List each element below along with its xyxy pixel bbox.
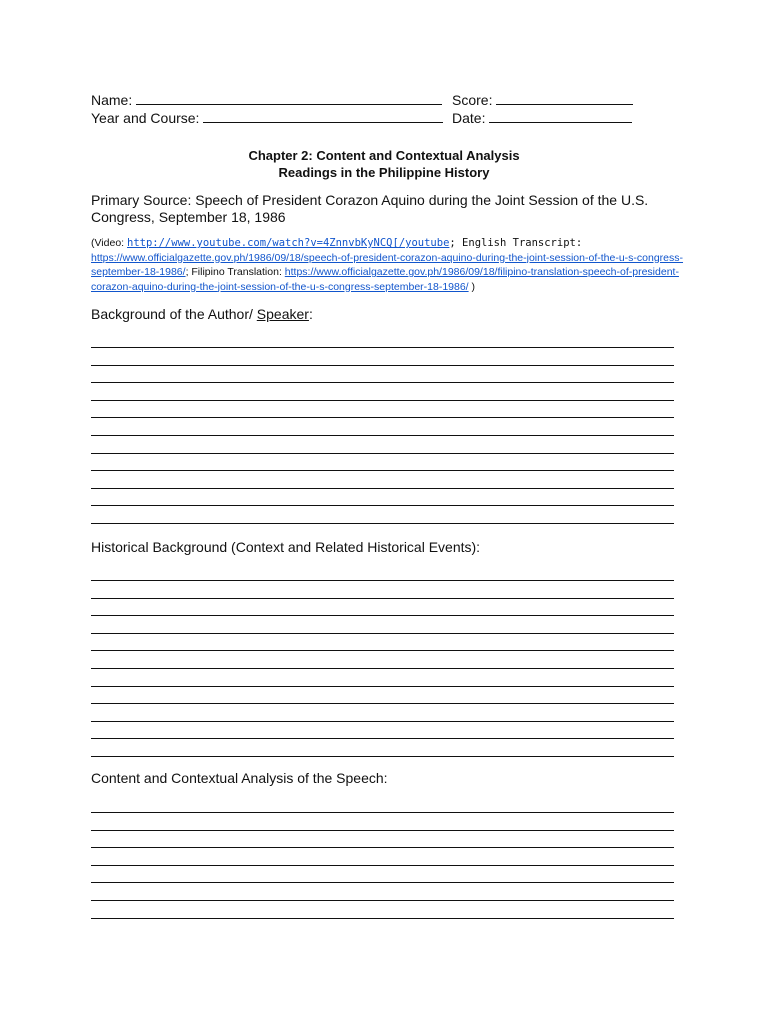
answer-line[interactable] xyxy=(91,435,674,436)
video-link[interactable]: http://www.youtube.com/watch?v=4ZnnvbKyNCQ[/youtube xyxy=(127,237,450,249)
answer-line[interactable] xyxy=(91,400,674,401)
answer-line[interactable] xyxy=(91,686,674,687)
answer-line[interactable] xyxy=(91,488,674,489)
name-field xyxy=(91,92,442,109)
score-label: Score: xyxy=(452,92,493,108)
answer-line[interactable] xyxy=(91,523,674,524)
answer-line[interactable] xyxy=(91,615,674,616)
score-field xyxy=(452,92,633,109)
filipino-translation-link[interactable]: https://www.officialgazette.gov.ph/1986/09/18/filipino-translation-speech-of-president-corazon-aquino-during-the-joint-session-of-the-u-s-congress-september-18-1986/ xyxy=(91,266,679,293)
answer-line[interactable] xyxy=(91,900,674,901)
answer-line[interactable] xyxy=(91,756,674,757)
answer-line[interactable] xyxy=(91,633,674,634)
answer-line[interactable] xyxy=(91,580,674,581)
chapter-title: Chapter 2: Content and Contextual Analysis xyxy=(248,148,520,163)
english-transcript-label: ; English Transcript: xyxy=(449,237,583,249)
answer-line[interactable] xyxy=(91,882,674,883)
answer-line[interactable] xyxy=(91,505,674,506)
name-label: Name: xyxy=(91,92,133,108)
source-links xyxy=(91,236,691,294)
author-background-label xyxy=(91,306,313,323)
answer-line[interactable] xyxy=(91,382,674,383)
english-transcript-link[interactable]: https://www.officialgazette.gov.ph/1986/09/18/speech-of-president-corazon-aquino-during-the-joint-session-of-the-u-s-congress-september-18-1986/ xyxy=(91,251,684,278)
date-label: Date: xyxy=(452,110,486,126)
answer-line[interactable] xyxy=(91,738,674,739)
answer-line[interactable] xyxy=(91,365,674,366)
year-course-label: Year and Course: xyxy=(91,110,200,126)
historical-background-label xyxy=(91,539,480,556)
answer-line[interactable] xyxy=(91,668,674,669)
date-blank xyxy=(489,110,632,123)
answer-line[interactable] xyxy=(91,347,674,348)
answer-line[interactable] xyxy=(91,812,674,813)
answer-line[interactable] xyxy=(91,847,674,848)
answer-line[interactable] xyxy=(91,417,674,418)
author-background-label-colon: : xyxy=(308,306,313,322)
course-title: Readings in the Philippine History xyxy=(278,165,490,180)
links-closing: ) xyxy=(468,280,476,293)
year-course-field xyxy=(91,110,443,127)
answer-line[interactable] xyxy=(91,650,674,651)
date-field xyxy=(452,110,632,127)
historical-background-label-text: Historical Background (Context and Related Historical Events): xyxy=(91,539,481,555)
speaker-word: Speaker xyxy=(256,306,309,322)
answer-line[interactable] xyxy=(91,721,674,722)
score-blank xyxy=(496,92,633,105)
name-blank xyxy=(136,92,442,105)
answer-line[interactable] xyxy=(91,865,674,866)
answer-line[interactable] xyxy=(91,918,674,919)
video-prefix: (Video: xyxy=(91,237,127,249)
content-analysis-label xyxy=(91,770,388,787)
answer-line[interactable] xyxy=(91,470,674,471)
filipino-translation-label: ; Filipino Translation: xyxy=(185,266,285,278)
answer-line[interactable] xyxy=(91,598,674,599)
content-analysis-label-text: Content and Contextual Analysis of the Speech: xyxy=(91,770,388,786)
answer-line[interactable] xyxy=(91,830,674,831)
year-course-blank xyxy=(203,110,443,123)
primary-source: Primary Source: Speech of President Corazon Aquino during the Joint Session of the U.S. Congress, September 18, 1986 xyxy=(91,192,649,225)
author-background-label-text: Background of the Author/ xyxy=(91,306,257,322)
answer-line[interactable] xyxy=(91,453,674,454)
answer-line[interactable] xyxy=(91,703,674,704)
